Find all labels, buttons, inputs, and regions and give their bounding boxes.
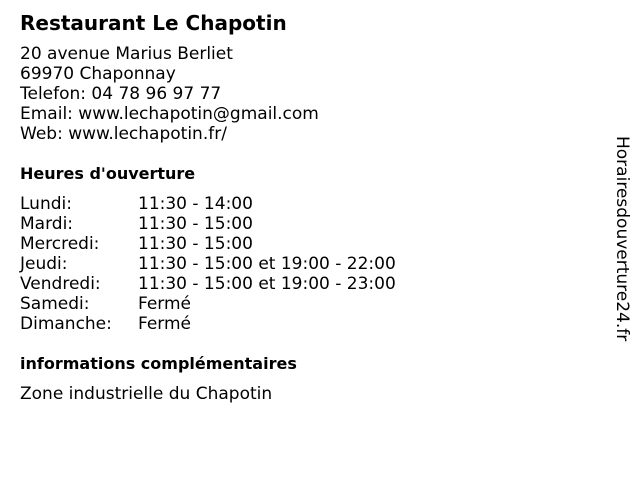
opening-hours-heading: Heures d'ouverture: [20, 164, 196, 183]
day-hours: 11:30 - 14:00: [138, 194, 253, 214]
hours-row-sunday: [20, 314, 600, 334]
additional-info-heading: informations complémentaires: [20, 354, 297, 373]
day-label: Vendredi:: [20, 274, 101, 294]
hours-row-saturday: [20, 294, 600, 314]
phone-line: Telefon: 04 78 96 97 77: [20, 84, 222, 104]
hours-row-monday: [20, 194, 600, 214]
hours-row-thursday: [20, 254, 600, 274]
hours-row-wednesday: [20, 234, 600, 254]
hours-row-tuesday: [20, 214, 600, 234]
day-hours: 11:30 - 15:00: [138, 214, 253, 234]
day-hours: 11:30 - 15:00 et 19:00 - 22:00: [138, 254, 396, 274]
address-street: 20 avenue Marius Berliet: [20, 44, 233, 64]
restaurant-card: [20, 10, 600, 404]
hours-row-friday: [20, 274, 600, 294]
web-line: Web: www.lechapotin.fr/: [20, 124, 227, 144]
day-label: Mercredi:: [20, 234, 100, 254]
day-hours: 11:30 - 15:00 et 19:00 - 23:00: [138, 274, 396, 294]
site-watermark: Horairesdouverture24.fr: [612, 136, 632, 342]
day-hours: 11:30 - 15:00: [138, 234, 253, 254]
day-label: Samedi:: [20, 294, 90, 314]
day-label: Dimanche:: [20, 314, 112, 334]
additional-info-text: Zone industrielle du Chapotin: [20, 384, 273, 404]
restaurant-name: Restaurant Le Chapotin: [20, 11, 287, 35]
address-block: [20, 44, 600, 144]
opening-hours-list: [20, 194, 600, 334]
email-line: Email: www.lechapotin@gmail.com: [20, 104, 319, 124]
day-hours: Fermé: [138, 294, 192, 314]
address-city: 69970 Chaponnay: [20, 64, 176, 84]
day-label: Lundi:: [20, 194, 72, 214]
day-label: Jeudi:: [20, 254, 68, 274]
day-hours: Fermé: [138, 314, 192, 334]
day-label: Mardi:: [20, 214, 74, 234]
